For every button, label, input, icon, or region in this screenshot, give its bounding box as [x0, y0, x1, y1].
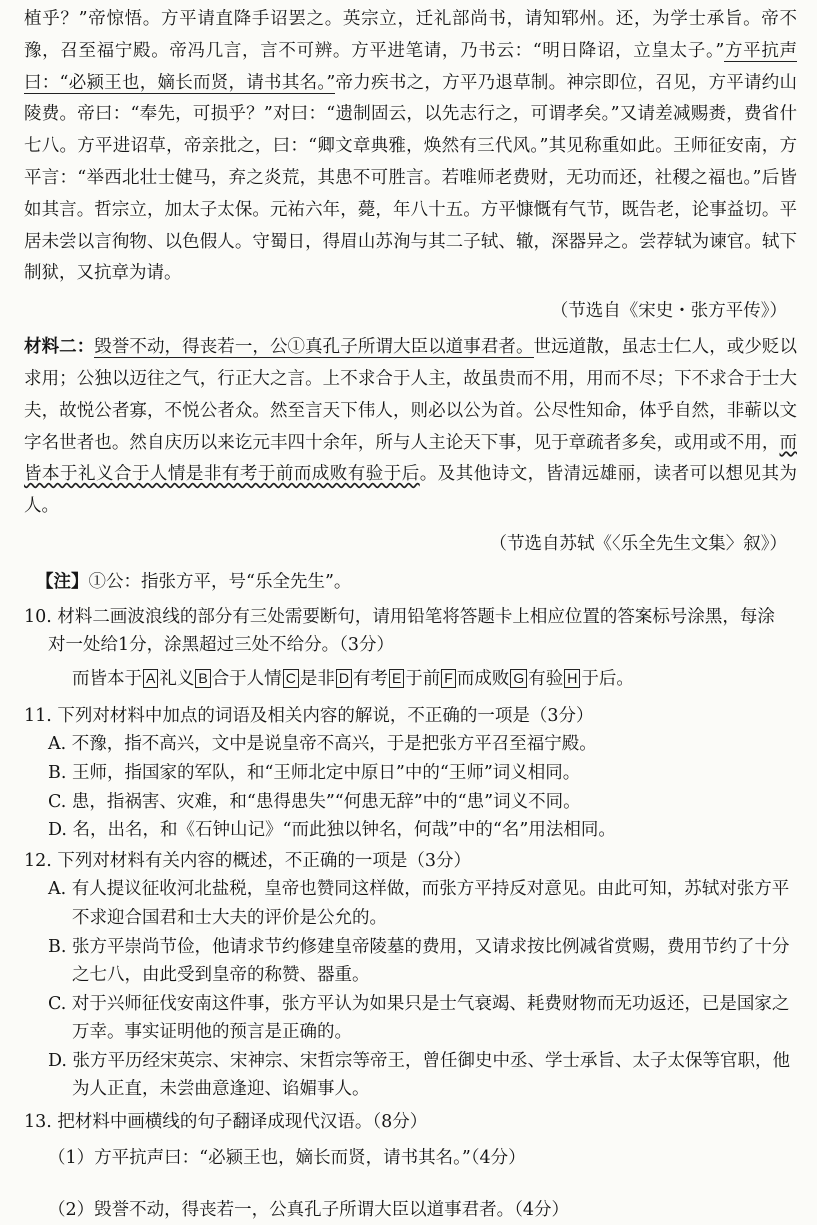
question-10-sentence [24, 662, 797, 696]
note-label: 【注】 [36, 571, 89, 592]
question-11-option-a[interactable]: A. 不豫，指不高兴，文中是说皇帝不高兴，于是把张方平召至福宁殿。 [48, 734, 597, 755]
question-13-sub-1: （1）方平抗声曰：“必颍王也，嫡长而贤，请书其名。”（4分） [48, 1147, 526, 1168]
question-11-stem: 11. 下列对材料中加点的词语及相关内容的解说，不正确的一项是（3分） [24, 705, 594, 726]
segment-6: 而成败 [456, 668, 510, 689]
answer-box-c[interactable]: C [283, 669, 299, 688]
answer-box-e[interactable]: E [389, 669, 404, 688]
question-11-option-c[interactable]: C. 患，指祸害、灾难，和“患得患失”“何患无辞”中的“患”词义不同。 [48, 791, 581, 812]
question-12-option-d[interactable]: D. 张方平历经宋英宗、宋神宗、宋哲宗等帝王，曾任御史中丞、学士承旨、太子太保等官职，他为人正直，未尝曲意逢迎、谄媚事人。 [48, 1050, 791, 1100]
question-12-option-a[interactable]: A. 有人提议征收河北盐税，皇帝也赞同这样做，而张方平持反对意见。由此可知，苏轼对张方平不求迎合国君和士大夫的评价是公允的。 [48, 879, 790, 928]
note-text: ①公：指张方平，号“乐全先生”。 [88, 571, 352, 592]
material-1-underlined-sentence: 方平抗声曰：“必颍王也，嫡长而贤，请书其名。” [24, 40, 798, 93]
answer-box-d[interactable]: D [336, 669, 352, 688]
material-1-text [24, 4, 797, 290]
question-10-stem: 10. 材料二画波浪线的部分有三处需要断句，请用铅笔将答题卡上相应位置的答案标号涂黑，每涂 [24, 606, 775, 627]
material-2-text-a: 世远道散，虽志士仁人，或少贬以求用；公独以迈往之气，行正大之言。上不求合于人主，故虽贵而不用，用而不尽；下不求合于士大夫，故悦公者寡，不悦公者众。然至言天下伟人，则必以公为首。公尽性知命，体乎自然，非蕲以文字名世者也。然自庆历以来讫元丰四十余年，所与人主论天下事，见于章疏者多矣，或用或不用， [24, 337, 798, 453]
segment-3: 是非 [299, 668, 335, 689]
question-11-option-b[interactable]: B. 王师，指国家的军队，和“王师北定中原日”中的“王师”词义相同。 [48, 763, 581, 784]
question-12 [24, 847, 797, 1104]
question-10-stem-continued: 对一处给1分，涂黑超过三处不给分。（3分） [48, 635, 395, 656]
material-2-text-b: 。及其他诗文，皆清远雄丽，读者可以想见其为人。 [24, 464, 798, 517]
segment-1: 礼义 [159, 668, 195, 689]
question-13-stem: 13. 把材料中画横线的句子翻译成现代汉语。（8分） [24, 1112, 428, 1133]
answer-box-f[interactable]: F [441, 669, 456, 688]
segment-2: 合于人情 [211, 668, 282, 689]
segment-0: 而皆本于 [72, 668, 142, 689]
material-2-source: （节选自苏轼《〈乐全先生文集〉叙》） [489, 533, 787, 554]
segment-8: 于后。 [581, 668, 634, 689]
material-2-text [24, 332, 797, 523]
material-1-text-a: 植乎？”帝惊悟。方平请直降手诏罢之。英宗立，迁礼部尚书，请知郓州。还，为学士承旨。帝不豫，召至福宁殿。帝冯几言，言不可辨。方平进笔请，乃书云：“明日降诏，立皇太子。” [24, 9, 797, 61]
question-13-sub-2: （2）毁誉不动，得丧若一，公真孔子所谓大臣以道事君者。（4分） [48, 1199, 570, 1220]
question-12-option-b[interactable]: B. 张方平崇尚节俭，他请求节约修建皇帝陵墓的费用，又请求按比例减省赏赐，费用节约了十分之七八，由此受到皇帝的称赞、器重。 [48, 936, 790, 986]
answer-box-b[interactable]: B [195, 669, 210, 688]
question-12-option-c[interactable]: C. 对于兴师征伐安南这件事，张方平认为如果只是士气衰竭、耗费财物而无功返还，已是国家之万幸。事实证明他的预言是正确的。 [48, 993, 790, 1043]
question-12-stem: 12. 下列对材料有关内容的概述，不正确的一项是（3分） [24, 850, 472, 871]
segment-5: 于前 [405, 668, 441, 689]
question-10 [24, 603, 797, 696]
segment-4: 有考 [352, 668, 388, 689]
answer-box-h[interactable]: H [564, 669, 580, 688]
answer-box-a[interactable]: A [143, 669, 158, 688]
question-11-option-d[interactable]: D. 名，出名，和《石钟山记》“而此独以钟名，何哉”中的“名”用法相同。 [48, 820, 616, 841]
answer-box-g[interactable]: G [510, 669, 527, 688]
material-2-underlined-sentence: 毁誉不动，得丧若一，公①真孔子所谓大臣以道事君者。 [94, 337, 534, 358]
annotation-note [36, 567, 797, 597]
question-11 [24, 702, 797, 845]
material-1-text-b: 帝力疾书之，方平乃退草制。神宗即位，召见，方平请约山陵费。帝曰：“奉先，可损乎？”对曰：“遗制固云，以先志行之，可谓孝矣。”又请差减赐赉，费省什七八。方平进诏草，帝亲批之，曰：“卿文章典雅，焕然有三代风。”其见称重如此。王师征安南，方平言：“举西北壮士健马，弃之炎荒，其患不可胜言。若唯师老费财，无功而还，社稷之福也。”后皆如其言。哲宗立，加太子太保。元祐六年，薨，年八十五。方平慷慨有气节，既告老，论事益切。平居未尝以言徇物、以色假人。守蜀日，得眉山苏洵与其二子轼、辙，深器异之。尝荐轼为谏官。轼下制狱，又抗章为请。 [24, 72, 797, 284]
question-13 [24, 1108, 797, 1225]
material-1-source: （节选自《宋史・张方平传》） [550, 301, 787, 322]
material-2-wavy-segment: 而皆本于礼义合于人情是非有考于前而成败有验于后 [24, 432, 797, 485]
material-2-label: 材料二： [24, 337, 95, 358]
segment-7: 有验 [528, 668, 564, 689]
